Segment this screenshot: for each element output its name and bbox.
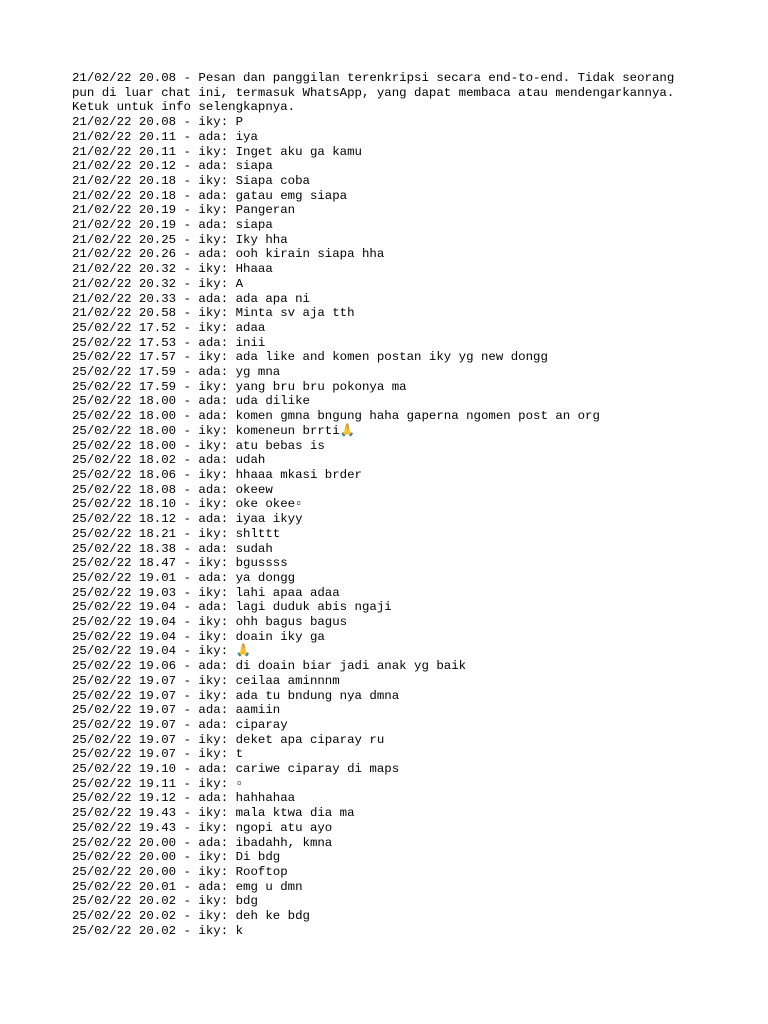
message-line: 25/02/22 20.02 - iky: deh ke bdg [72,909,310,924]
message-line: 25/02/22 18.00 - ada: uda dilike [72,394,310,409]
notice-line: pun di luar chat ini, termasuk WhatsApp, yang dapat membaca atau mendengarkannya. [72,85,675,100]
message-line: 25/02/22 18.47 - iky: bgussss [72,556,288,571]
message-line: 25/02/22 18.12 - ada: iyaa ikyy [72,512,303,527]
message-line: 25/02/22 19.07 - ada: ciparay [72,717,288,732]
encryption-notice [72,71,712,115]
message-line: 25/02/22 19.10 - ada: cariwe ciparay di maps [72,762,400,777]
message-line: 25/02/22 18.10 - iky: oke okee▫ [72,497,303,512]
notice-line: 21/02/22 20.08 - Pesan dan panggilan terenkripsi secara end-to-end. Tidak seorang [72,71,675,85]
message-line: 21/02/22 20.18 - ada: gatau emg siapa [72,188,348,203]
message-line: 25/02/22 20.00 - iky: Di bdg [72,850,281,865]
message-line: 25/02/22 18.21 - iky: shlttt [72,526,281,541]
message-line: 25/02/22 19.04 - iky: ohh bagus bagus [72,615,348,630]
message-line: 25/02/22 18.08 - ada: okeew [72,482,273,497]
message-line: 25/02/22 19.07 - iky: ceilaa aminnnm [72,673,340,688]
message-line: 21/02/22 20.18 - iky: Siapa coba [72,173,310,188]
message-line: 25/02/22 17.52 - iky: adaa [72,320,266,335]
message-line: 21/02/22 20.32 - iky: Hhaaa [72,262,273,277]
message-line: 25/02/22 18.00 - ada: komen gmna bngung haha gaperna ngomen post an org [72,409,600,424]
message-line: 21/02/22 20.25 - iky: Iky hha [72,232,288,247]
message-line: 21/02/22 20.11 - ada: iya [72,129,258,144]
message-line: 21/02/22 20.08 - iky: P [72,115,244,130]
message-line: 25/02/22 19.07 - iky: deket apa ciparay ru [72,732,385,747]
message-line: 25/02/22 19.07 - iky: t [72,747,244,762]
message-line: 25/02/22 19.07 - ada: aamiin [72,703,281,718]
message-line: 25/02/22 19.04 - iky: doain iky ga [72,629,325,644]
message-line: 21/02/22 20.32 - iky: A [72,276,244,291]
message-line: 25/02/22 18.02 - ada: udah [72,453,266,468]
message-line: 25/02/22 20.02 - iky: bdg [72,894,258,909]
message-line: 21/02/22 20.12 - ada: siapa [72,159,273,174]
message-line: 25/02/22 19.43 - iky: ngopi atu ayo [72,820,333,835]
chat-export-document [72,71,712,938]
message-line: 25/02/22 20.02 - iky: k [72,923,244,938]
message-line: 25/02/22 19.11 - iky: ▫ [72,776,244,791]
message-line: 25/02/22 18.06 - iky: hhaaa mkasi brder [72,467,362,482]
message-line: 25/02/22 19.07 - iky: ada tu bndung nya dmna [72,688,400,703]
message-line: 25/02/22 19.12 - ada: hahhahaa [72,791,296,806]
message-line: 25/02/22 18.00 - iky: komeneun brrti🙏 [72,423,356,438]
message-list [72,115,712,938]
message-line: 25/02/22 19.43 - iky: mala ktwa dia ma [72,806,355,821]
message-line: 25/02/22 17.59 - iky: yang bru bru pokonya ma [72,379,407,394]
message-line: 21/02/22 20.19 - iky: Pangeran [72,203,296,218]
message-line: 21/02/22 20.11 - iky: Inget aku ga kamu [72,144,362,159]
message-line: 25/02/22 17.59 - ada: yg mna [72,365,281,380]
message-line: 25/02/22 18.38 - ada: sudah [72,541,273,556]
message-line: 25/02/22 19.04 - ada: lagi duduk abis ngaji [72,600,392,615]
message-line: 21/02/22 20.33 - ada: ada apa ni [72,291,310,306]
message-line: 25/02/22 18.00 - iky: atu bebas is [72,438,325,453]
notice-line: Ketuk untuk info selengkapnya. [72,100,296,115]
message-line: 25/02/22 19.06 - ada: di doain biar jadi anak yg baik [72,659,467,674]
message-line: 25/02/22 20.00 - ada: ibadahh, kmna [72,835,333,850]
message-line: 21/02/22 20.26 - ada: ooh kirain siapa hha [72,247,385,262]
message-line: 25/02/22 20.01 - ada: emg u dmn [72,879,303,894]
message-line: 25/02/22 17.57 - iky: ada like and komen postan iky yg new dongg [72,350,548,365]
message-line: 25/02/22 19.04 - iky: 🙏 [72,644,252,659]
message-line: 21/02/22 20.58 - iky: Minta sv aja tth [72,306,355,321]
message-line: 25/02/22 19.03 - iky: lahi apaa adaa [72,585,340,600]
message-line: 25/02/22 20.00 - iky: Rooftop [72,864,288,879]
message-line: 21/02/22 20.19 - ada: siapa [72,218,273,233]
message-line: 25/02/22 17.53 - ada: inii [72,335,266,350]
message-line: 25/02/22 19.01 - ada: ya dongg [72,570,296,585]
